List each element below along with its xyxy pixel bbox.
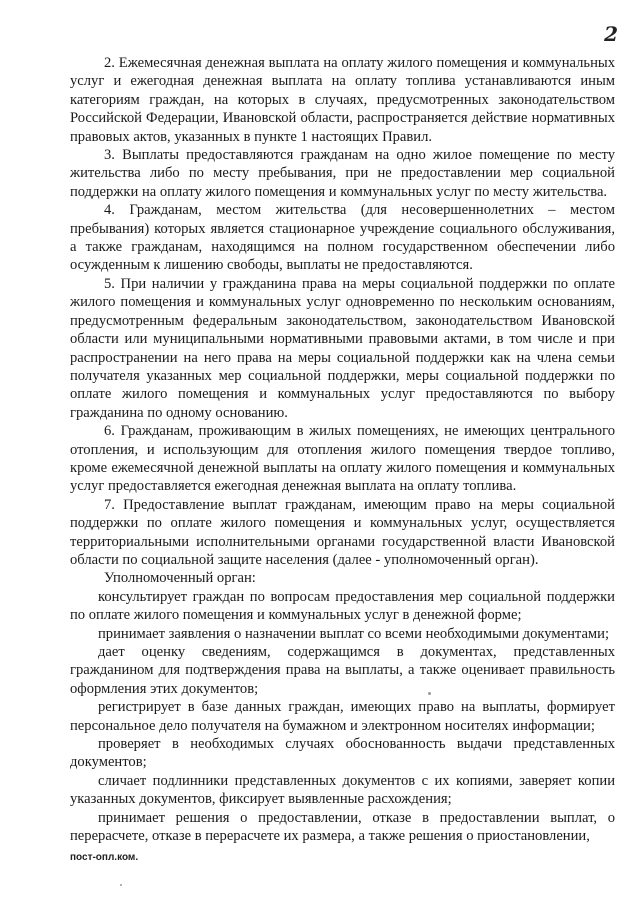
paragraph-authority-heading: Уполномоченный орган:	[104, 570, 256, 587]
scan-speck	[428, 692, 431, 695]
document-body	[70, 54, 615, 845]
page-number: 2	[604, 22, 618, 46]
footer-filename: пост-опл.ком.	[70, 852, 139, 863]
list-item-accepts: принимает заявления о назначении выплат со всеми необходимыми документами;	[98, 625, 610, 642]
paragraph-2: 2. Ежемесячная денежная выплата на оплату жилого помещения и коммунальных услуг и ежегодная денежная выплата на оплату топлива устанавливаются иным категориям граждан, на которых в случаях, предусмотренных законодательством Российской Федерации, Ивановской области, распространяется действие нормативных правовых актов, указанных в пункте 1 настоящих Правил.	[70, 55, 615, 145]
paragraph-4: 4. Гражданам, местом жительства (для несовершеннолетних – местом пребывания) которых является стационарное учреждение социального обслуживания, а также гражданам, находящимся на полном государственном обеспечении либо осужденным к лишению свободы, выплаты не предоставляются.	[70, 202, 615, 274]
list-item-consults: консультирует граждан по вопросам предоставления мер социальной поддержки по оплате жилого помещения и коммунальных услуг в денежной форме;	[70, 588, 615, 624]
paragraph-7: 7. Предоставление выплат гражданам, имеющим право на меры социальной поддержки по оплате жилого помещения и коммунальных услуг, осуществляется территориальными исполнительными органами государственной власти Ивановской области по социальной защите населения (далее - уполномоченный орган).	[70, 496, 615, 568]
list-item-decides: принимает решения о предоставлении, отказе в предоставлении выплат, о перерасчете, отказе в перерасчете их размера, а также решения о приостановлении,	[70, 809, 615, 845]
paragraph-5: 5. При наличии у гражданина права на меры социальной поддержки по оплате жилого помещения и коммунальных услуг одновременно по нескольким основаниям, предусмотренным федеральным законодательством, законодательством Ивановской области или муниципальными нормативными правовыми актами, в том числе и при распространении на него права на меры социальной поддержки как на члена семьи получателя указанных мер социальной поддержки, меры социальной поддержки по оплате жилого помещения и коммунальных услуг предоставляются по выбору гражданина по одному основанию.	[70, 275, 615, 421]
paragraph-6: 6. Гражданам, проживающим в жилых помещениях, не имеющих центрального отопления, и использующим для отопления жилого помещения твердое топливо, кроме ежемесячной денежной выплаты на оплату жилого помещения и коммунальных услуг предоставляется ежегодная денежная выплата на оплату топлива.	[70, 423, 615, 495]
list-item-checks: проверяет в необходимых случаях обоснованность выдачи представленных документов;	[70, 736, 615, 771]
scan-speck	[120, 884, 122, 886]
list-item-evaluates: дает оценку сведениям, содержащимся в документах, представленных гражданином для подтверждения права на выплаты, а также оценивает правильность оформления этих документов;	[70, 644, 615, 697]
list-item-compares: сличает подлинники представленных документов с их копиями, заверяет копии указанных документов, фиксирует выявленные расхождения;	[70, 772, 615, 808]
list-item-registers: регистрирует в базе данных граждан, имеющих право на выплаты, формирует персональное дело получателя на бумажном и электронном носителях информации;	[70, 699, 615, 734]
paragraph-3: 3. Выплаты предоставляются гражданам на одно жилое помещение по месту жительства либо по месту пребывания, при не предоставлении мер социальной поддержки на оплату жилого помещения и коммунальных услуг по месту жительства.	[70, 147, 615, 200]
